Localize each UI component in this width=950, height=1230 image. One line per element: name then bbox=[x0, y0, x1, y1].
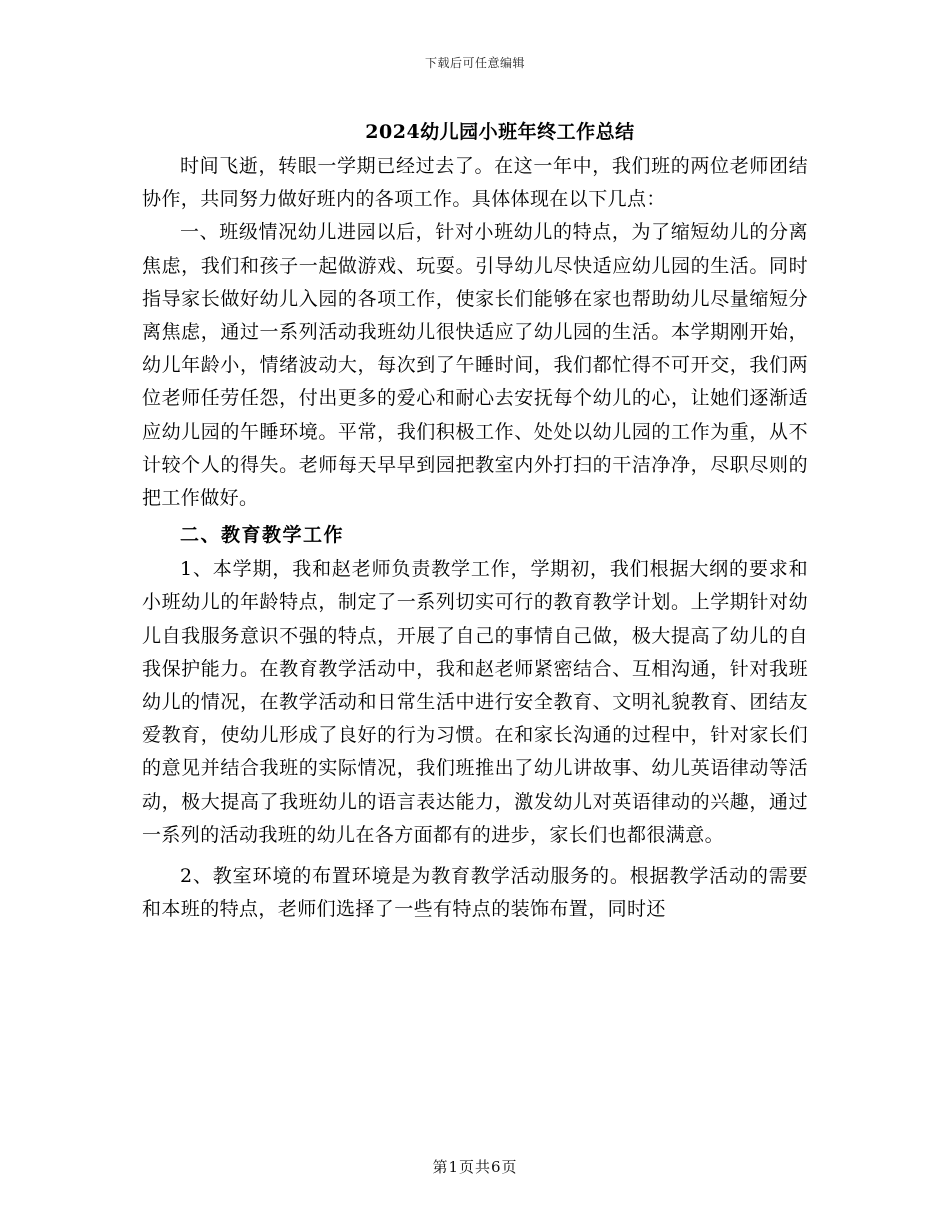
intro-paragraph: 时间飞逝，转眼一学期已经过去了。在这一年中，我们班的两位老师团结协作，共同努力做好班内的各项工作。具体体现在以下几点： bbox=[142, 155, 808, 211]
item2-paragraph: 2、教室环境的布置环境是为教育教学活动服务的。根据教学活动的需要和本班的特点，老师们选择了一些有特点的装饰布置，同时还 bbox=[142, 865, 808, 921]
document-title: 2024幼儿园小班年终工作总结 bbox=[365, 121, 635, 143]
section1-paragraph: 一、班级情况幼儿进园以后，针对小班幼儿的特点，为了缩短幼儿的分离焦虑，我们和孩子一起做游戏、玩耍。引导幼儿尽快适应幼儿园的生活。同时指导家长做好幼儿入园的各项工作，使家长们能够在家也帮助幼儿尽量缩短分离焦虑，通过一系列活动我班幼儿很快适应了幼儿园的生活。本学期刚开始，幼儿年龄小，情绪波动大，每次到了午睡时间，我们都忙得不可开交，我们两位老师任劳任怨，付出更多的爱心和耐心去安抚每个幼儿的心，让她们逐渐适应幼儿园的午睡环境。平常，我们积极工作、处处以幼儿园的工作为重，从不计较个人的得失。老师每天早早到园把教室内外打扫的干洁净净，尽职尽则的把工作做好。 bbox=[142, 221, 808, 510]
page-footer: 第1页共6页 bbox=[432, 1158, 518, 1176]
item1-paragraph: 1、本学期，我和赵老师负责教学工作，学期初，我们根据大纲的要求和小班幼儿的年龄特点，制定了一系列切实可行的教育教学计划。上学期针对幼儿自我服务意识不强的特点，开展了自己的事情自己做，极大提高了幼儿的自我保护能力。在教育教学活动中，我和赵老师紧密结合、互相沟通，针对我班幼儿的情况，在教学活动和日常生活中进行安全教育、文明礼貌教育、团结友爱教育，使幼儿形成了良好的行为习惯。在和家长沟通的过程中，针对家长们的意见并结合我班的实际情况，我们班推出了幼儿讲故事、幼儿英语律动等活动，极大提高了我班幼儿的语言表达能力，激发幼儿对英语律动的兴趣，通过一系列的活动我班的幼儿在各方面都有的进步，家长们也都很满意。 bbox=[142, 558, 808, 846]
document-body bbox=[142, 108, 808, 926]
section2-heading: 二、教育教学工作 bbox=[180, 524, 345, 547]
page-header-note: 下载后可任意编辑 bbox=[424, 56, 525, 70]
